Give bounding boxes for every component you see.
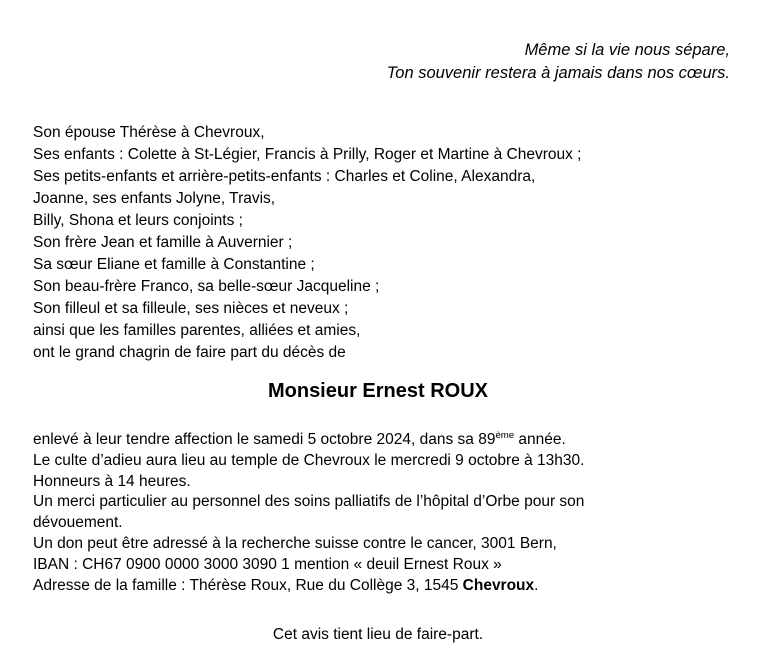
detail-line: Le culte d’adieu aura lieu au temple de Chevroux le mercredi 9 octobre à 13h30. xyxy=(33,451,585,469)
epigraph-line-2: Ton souvenir restera à jamais dans nos cœurs. xyxy=(386,64,730,82)
family-line: Son filleul et sa filleule, ses nièces et neveux ; xyxy=(33,300,349,317)
family-line: Son beau-frère Franco, sa belle-sœur Jacqueline ; xyxy=(33,278,380,295)
detail-line: IBAN : CH67 0900 0000 3000 3090 1 mention « deuil Ernest Roux » xyxy=(33,555,502,573)
family-line: Son frère Jean et famille à Auvernier ; xyxy=(33,234,293,251)
family-line: ainsi que les familles parentes, alliées et amies, xyxy=(33,322,361,339)
ceremony-details xyxy=(33,430,584,596)
family-line: Joanne, ses enfants Jolyne, Travis, xyxy=(33,190,276,207)
detail-line: Un merci particulier au personnel des soins palliatifs de l’hôpital d’Orbe pour son xyxy=(33,493,585,511)
detail-line: Honneurs à 14 heures. xyxy=(33,472,191,490)
family-line: Ses petits-enfants et arrière-petits-enfants : Charles et Coline, Alexandra, xyxy=(33,168,536,185)
family-address-line xyxy=(33,576,584,597)
detail-line: dévouement. xyxy=(33,514,123,532)
family-line: ont le grand chagrin de faire part du décès de xyxy=(33,344,346,361)
death-date-prefix: enlevé à leur tendre affection le samedi 5 octobre 2024, dans sa 89 xyxy=(33,431,496,448)
death-date-line xyxy=(33,430,584,451)
family-line: Sa sœur Eliane et famille à Constantine ; xyxy=(33,256,315,273)
epigraph-line-1: Même si la vie nous sépare, xyxy=(524,41,730,59)
address-locality: Chevroux xyxy=(462,576,535,594)
family-line: Ses enfants : Colette à St-Légier, Francis à Prilly, Roger et Martine à Chevroux ; xyxy=(33,146,582,163)
family-line: Billy, Shona et leurs conjoints ; xyxy=(33,212,243,229)
family-line: Son épouse Thérèse à Chevroux, xyxy=(33,124,265,141)
address-suffix: . xyxy=(534,576,539,594)
epigraph xyxy=(387,39,730,85)
ordinal-superscript: ème xyxy=(495,429,515,441)
detail-line: Un don peut être adressé à la recherche suisse contre le cancer, 3001 Bern, xyxy=(33,534,557,552)
address-prefix: Adresse de la famille : Thérèse Roux, Rue du Collège 3, 1545 xyxy=(33,576,463,594)
deceased-name: Monsieur Ernest ROUX xyxy=(267,380,489,402)
death-date-suffix: année. xyxy=(514,431,566,448)
family-list xyxy=(33,122,582,364)
closing-note: Cet avis tient lieu de faire-part. xyxy=(272,626,484,643)
